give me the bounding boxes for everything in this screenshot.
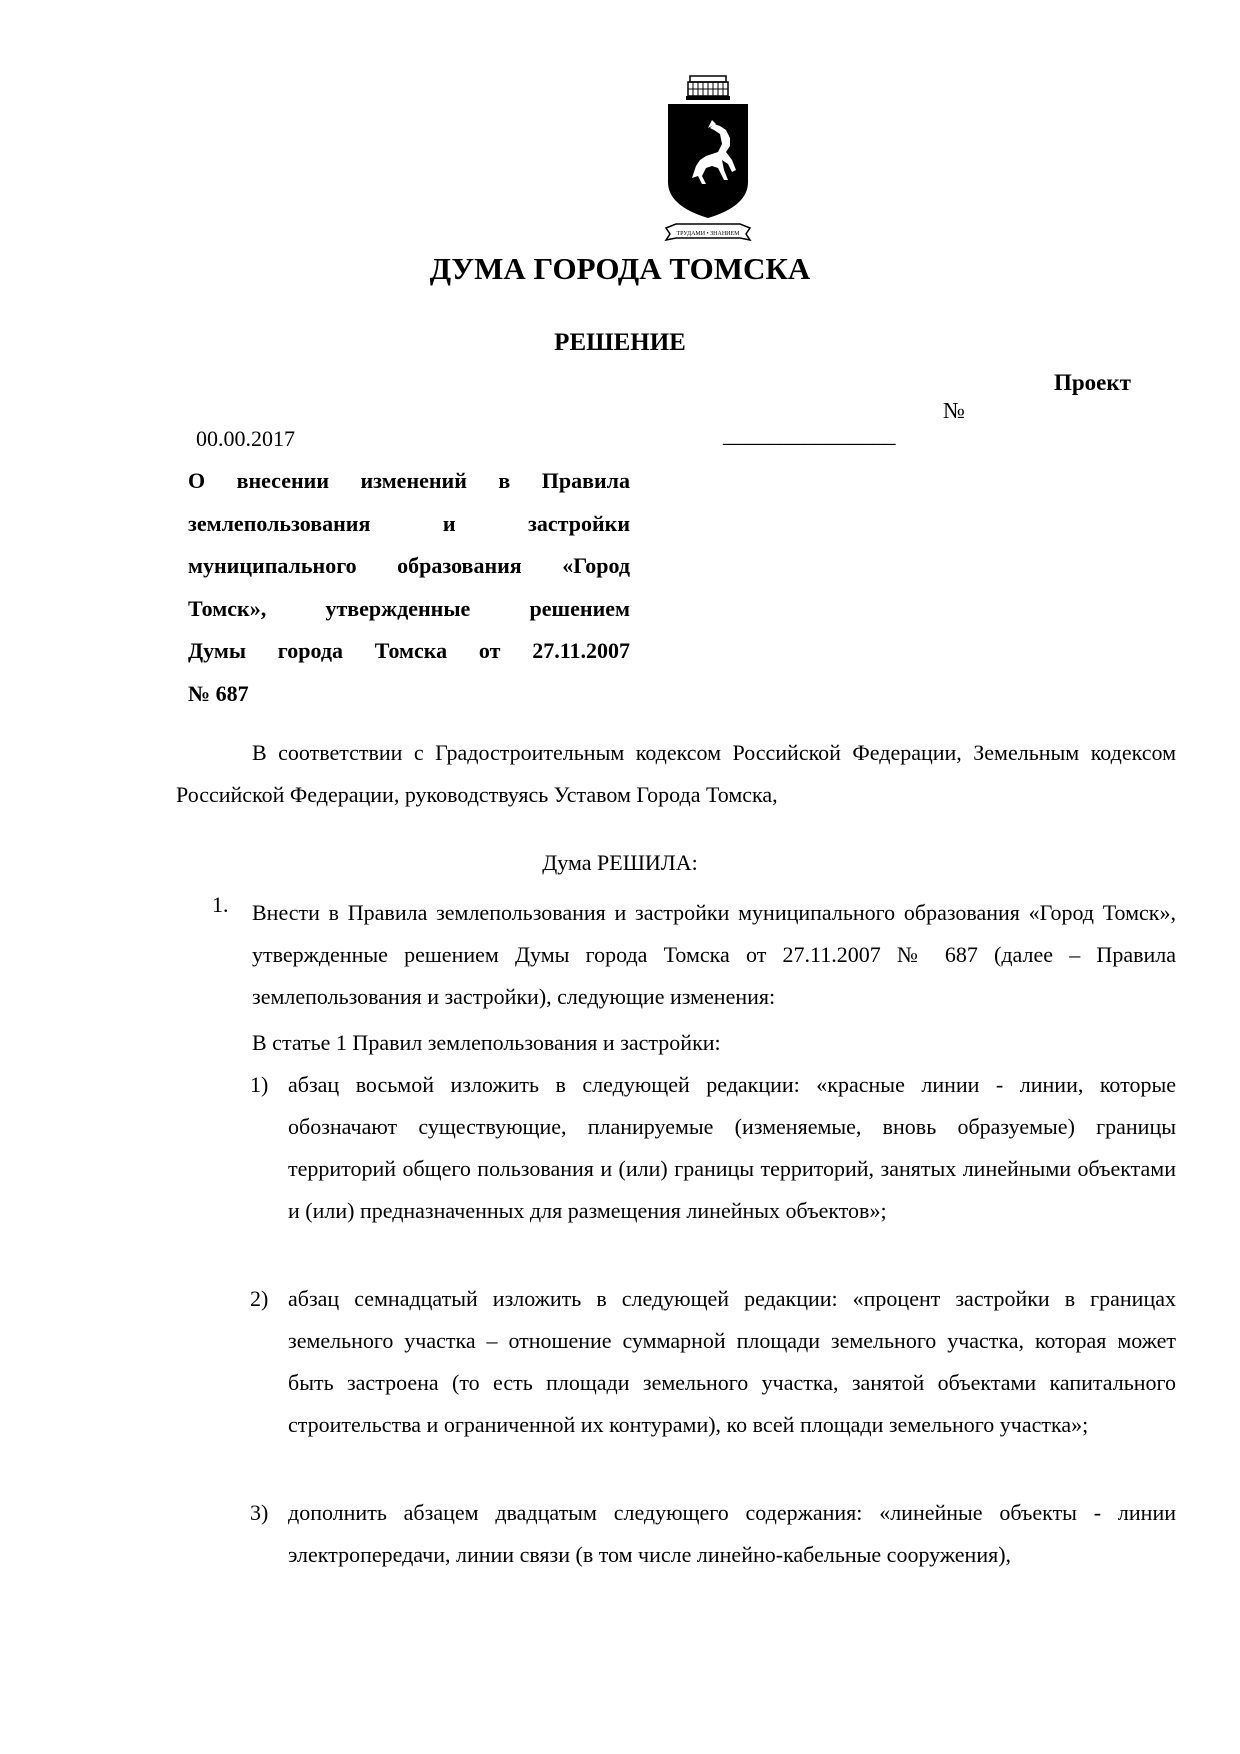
document-number-sign: № <box>943 398 965 423</box>
document-title <box>188 460 630 715</box>
title-line: муниципального образования «Город <box>188 553 630 578</box>
item-text: Внести в Правила землепользования и застройки муниципального образования «Город Томск», утвержденные решением Думы города Томска от 27.11.2007 № 687 (далее – Правила землепользования и застройки), следующие изменения: <box>252 900 1176 1009</box>
subitem-text: абзац восьмой изложить в следующей редакции: «красные линии - линии, которые обозначают существующие, планируемые (изменяемые, вновь образуемые) границы территорий общего пользования и (или) границы территорий, занятых линейными объектами и (или) предназначенных для размещения линейных объектов»; <box>288 1072 1176 1223</box>
title-line: № 687 <box>188 680 249 706</box>
title-line: землепользования и застройки <box>188 510 630 536</box>
subitem-number: 3) <box>250 1500 269 1525</box>
subitem-number: 1) <box>250 1072 269 1097</box>
draft-label: Проект <box>1054 370 1131 395</box>
document-number-line: _______________ <box>723 422 896 447</box>
subitem-text: дополнить абзацем двадцатым следующего содержания: «линейные объекты - линии электропередачи, линии связи (в том числе линейно-кабельные сооружения), <box>288 1500 1176 1567</box>
title-line: О внесении изменений в Правила <box>188 468 630 493</box>
title-line: Томск», утвержденные решением <box>188 595 630 621</box>
svg-text:ТРУДАМИ • ЗНАНИЕМ: ТРУДАМИ • ЗНАНИЕМ <box>676 231 740 237</box>
subitem-text: абзац семнадцатый изложить в следующей редакции: «процент застройки в границах земельного участка – отношение суммарной площади земельного участка, которая может быть застроена (то есть площади земельного участка, занятой объектами капитального строительства и ограниченной их контурами), ко всей площади земельного участка»; <box>288 1286 1176 1437</box>
preamble-paragraph: В соответствии с Градостроительным кодексом Российской Федерации, Земельным кодексом Российской Федерации, руководствуясь Уставом Города Томска, <box>176 740 1176 807</box>
article-intro: В статье 1 Правил землепользования и застройки: <box>252 1030 721 1055</box>
crown-icon <box>686 76 730 100</box>
document-date: 00.00.2017 <box>196 426 295 451</box>
resolution-heading: Дума РЕШИЛА: <box>542 850 698 875</box>
subitem-number: 2) <box>250 1286 269 1311</box>
organization-name: ДУМА ГОРОДА ТОМСКА <box>429 251 811 286</box>
tomsk-coat-of-arms-icon <box>662 72 754 252</box>
document-type: РЕШЕНИЕ <box>554 329 686 356</box>
item-number: 1. <box>212 892 229 917</box>
title-line: Думы города Томска от 27.11.2007 <box>188 638 630 663</box>
